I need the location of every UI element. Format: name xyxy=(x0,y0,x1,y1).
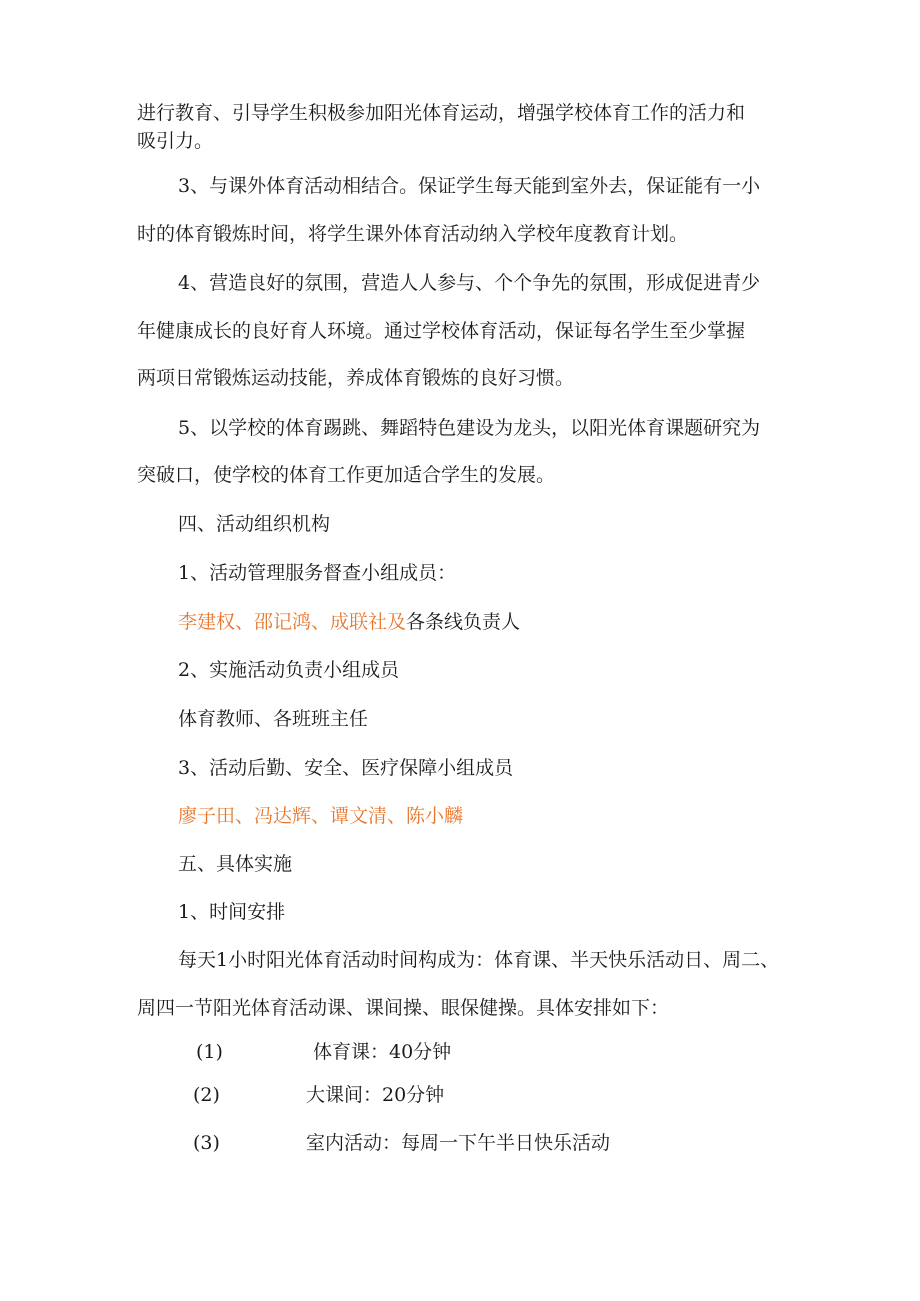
subsection-heading: 1、活动管理服务督查小组成员： xyxy=(178,562,457,584)
paragraph-line: 年健康成长的良好育人环境。通过学校体育活动，保证每名学生至少掌握 xyxy=(137,320,746,342)
paragraph-line: 吸引力。 xyxy=(137,130,214,152)
member-list: 体育教师、各班班主任 xyxy=(178,708,369,730)
list-item-number: (1) xyxy=(196,1041,223,1063)
member-names: 廖子田、冯达辉、谭文清、陈小麟 xyxy=(178,805,464,827)
list-item-number: (3) xyxy=(193,1132,220,1154)
subsection-heading: 1、时间安排 xyxy=(178,901,286,923)
paragraph-line: 3、与课外体育活动相结合。保证学生每天能到室外去，保证能有一小 xyxy=(178,175,761,197)
member-suffix: 各条线负责人 xyxy=(406,611,521,633)
list-item-text: 体育课：40分钟 xyxy=(313,1041,452,1063)
paragraph-line: 进行教育、引导学生积极参加阳光体育运动，增强学校体育工作的活力和 xyxy=(137,102,746,124)
list-item-text: 大课间：20分钟 xyxy=(306,1084,445,1106)
paragraph-line: 两项日常锻炼运动技能，养成体育锻炼的良好习惯。 xyxy=(137,367,575,389)
subsection-heading: 2、实施活动负责小组成员 xyxy=(178,659,400,681)
member-names: 李建权、邵记鸿、成联社及 xyxy=(178,611,407,633)
paragraph-line: 每天1小时阳光体育活动时间构成为：体育课、半天快乐活动日、周二、 xyxy=(178,949,780,971)
paragraph-line: 突破口，使学校的体育工作更加适合学生的发展。 xyxy=(137,464,556,486)
paragraph-line: 5、以学校的体育踢跳、舞蹈特色建设为龙头，以阳光体育课题研究为 xyxy=(178,417,761,439)
member-list xyxy=(178,610,520,634)
section-heading: 四、活动组织机构 xyxy=(178,513,331,535)
subsection-heading: 3、活动后勤、安全、医疗保障小组成员 xyxy=(178,757,514,779)
list-item-number: (2) xyxy=(193,1084,220,1106)
section-heading: 五、具体实施 xyxy=(178,853,293,875)
paragraph-line: 时的体育锻炼时间，将学生课外体育活动纳入学校年度教育计划。 xyxy=(137,223,689,245)
paragraph-line: 周四一节阳光体育活动课、课间操、眼保健操。具体安排如下： xyxy=(137,997,670,1019)
paragraph-line: 4、营造良好的氛围，营造人人参与、个个争先的氛围，形成促进青少 xyxy=(178,272,761,294)
list-item-text: 室内活动：每周一下午半日快乐活动 xyxy=(306,1132,611,1154)
